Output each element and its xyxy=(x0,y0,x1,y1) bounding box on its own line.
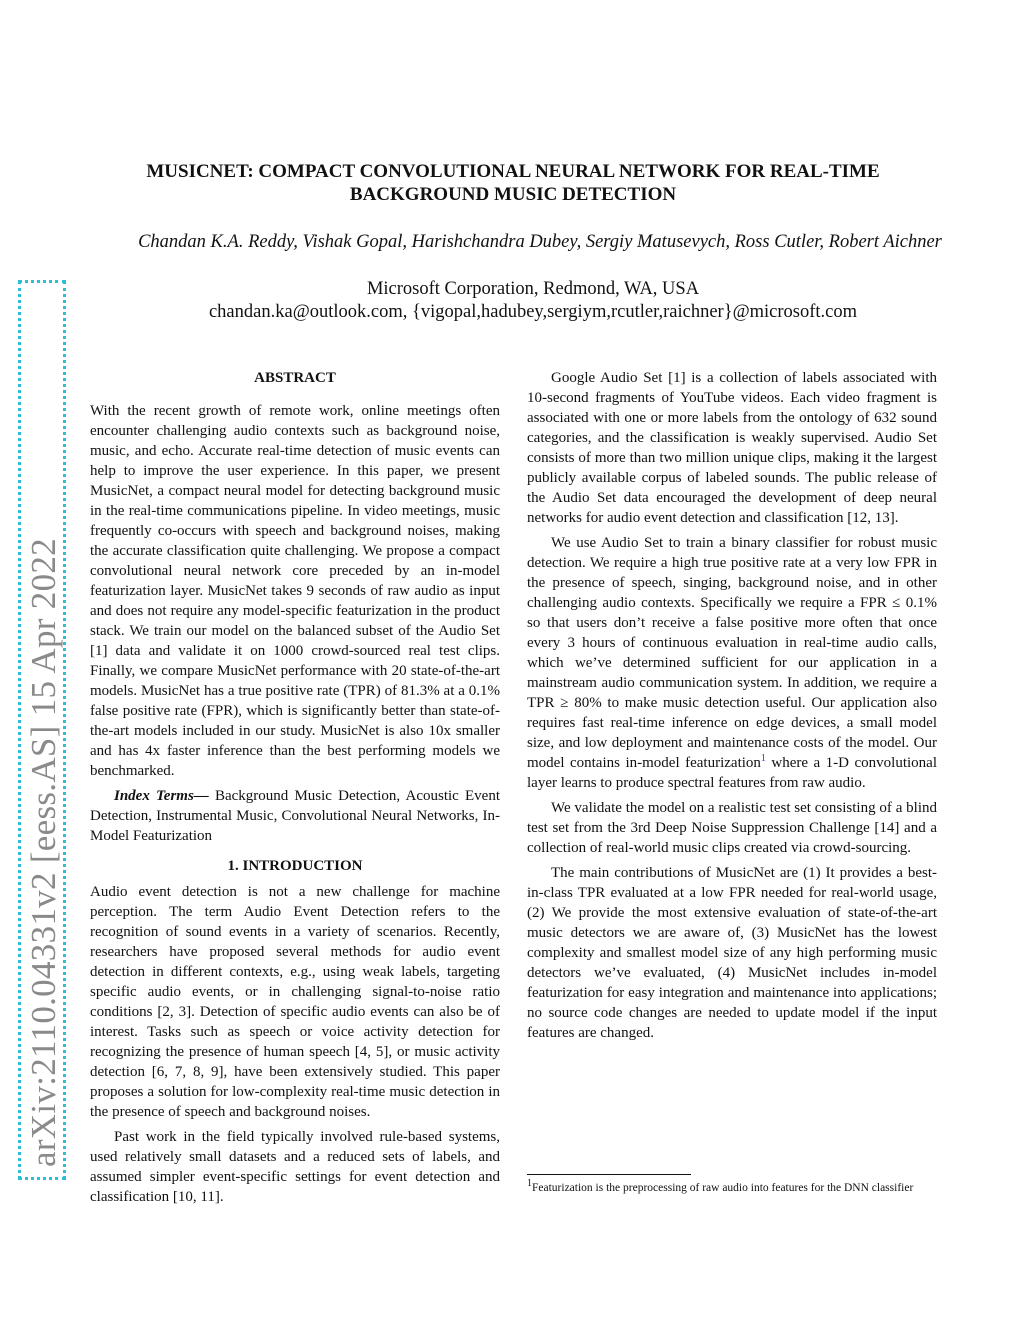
index-terms-label: Index Terms— xyxy=(114,788,209,804)
intro-paragraph-4 xyxy=(527,533,937,793)
abstract-text: With the recent growth of remote work, online meetings often encounter challenging audio contexts such as background noise, music, and echo. Accurate real-time detection of music events can help to improve the user experience. In this paper, we present MusicNet, a compact neural model for detecting background music in the real-time communications pipeline. In video meetings, music frequently co-occurs with speech and background noises, making the accurate classification quite challenging. We propose a compact convolutional neural network core preceded by an in-model featurization layer. MusicNet takes 9 seconds of raw audio as input and does not require any model-specific featurization in the product stack. We train our model on the balanced subset of the Audio Set [1] data and validate it on 1000 crowd-sourced real test clips. Finally, we compare MusicNet performance with 20 state-of-the-art models. MusicNet has a true positive rate (TPR) of 81.3% at a 0.1% false positive rate (FPR), which is significantly better than state-of-the-art models included in our study. MusicNet is also 10x smaller and has 4x faster inference than the best performing models we benchmarked. xyxy=(90,403,500,779)
index-terms-text: Background Music Detection, Acoustic Event Detection, Instrumental Music, Convolutional Neural Networks, In-Model Featurization xyxy=(90,788,500,844)
intro-paragraph-4-text-a: We use Audio Set to train a binary classifier for robust music detection. We require a high true positive rate at a very low FPR in the presence of speech, singing, background noise, and in other challenging audio contexts. Specifically we require a FPR ≤ 0.1% so that users don’t receive a false positive more often that once every 3 hours of continuous evaluation in real-time audio calls, which we’ve determined sufficient for our application in a mainstream audio communication system. In addition, we require a TPR ≥ 80% to make music detection useful. Our application also requires fast real-time inference on edge devices, a small model size, and low deployment and maintenance costs of the model. Our model contains in-model featurization xyxy=(527,535,937,771)
footnote-mark: 1 xyxy=(527,1178,532,1190)
intro-paragraph-2: Past work in the field typically involved rule-based systems, used relatively small datasets and a reduced sets of labels, and assumed simpler event-specific settings for event detection and classification [10, 11]. xyxy=(90,1129,500,1205)
index-terms xyxy=(90,786,500,846)
intro-paragraph-3: Google Audio Set [1] is a collection of labels associated with 10-second fragments of YouTube videos. Each video fragment is associated with one or more labels from the ontology of 632 sound categories, and the classification is weakly supervised. Audio Set consists of more than two million unique clips, making it the largest publicly available corpus of labeled sounds. The public release of the Audio Set data encouraged the development of deep neural networks for audio event detection and classification [12, 13]. xyxy=(527,370,937,526)
affiliation-block xyxy=(110,278,956,324)
abstract-heading: ABSTRACT xyxy=(254,370,336,386)
author-list: Chandan K.A. Reddy, Vishak Gopal, Harishchandra Dubey, Sergiy Matusevych, Ross Cutler, Robert Aichner xyxy=(138,232,942,252)
author-emails: chandan.ka@outlook.com, {vigopal,hadubey,sergiym,rcutler,raichner}@microsoft.com xyxy=(208,302,858,322)
arxiv-identifier: arXiv:2110.04331v2 [eess.AS] 15 Apr 2022 xyxy=(18,280,66,1180)
footnote xyxy=(527,1180,937,1196)
intro-paragraph-4-text-b: where a 1-D convolutional layer learns to produce spectral features from raw audio. xyxy=(527,755,937,791)
introduction-heading: 1. INTRODUCTION xyxy=(227,858,363,874)
footnote-text: Featurization is the preprocessing of raw audio into features for the DNN classifier xyxy=(532,1182,914,1194)
intro-paragraph-1: Audio event detection is not a new challenge for machine perception. The term Audio Event Detection refers to the recognition of sound events in a variety of scenarios. Recently, researchers have proposed several methods for audio event detection in different contexts, e.g., using weak labels, targeting specific audio events, or in challenging signal-to-noise ratio conditions [2, 3]. Detection of specific audio events can also be of interest. Tasks such as speech or voice activity detection for recognizing the presence of human speech [4, 5], or music activity detection [6, 7, 8, 9], have been extensively studied. This paper proposes a solution for low-complexity real-time music detection in the presence of speech and background noises. xyxy=(90,884,500,1120)
footnote-reference[interactable]: 1 xyxy=(760,753,766,764)
intro-paragraph-5: We validate the model on a realistic test set consisting of a blind test set from the 3rd Deep Noise Suppression Challenge [14] and a collection of real-world music clips created via crowd-sourcing. xyxy=(527,800,937,856)
right-column xyxy=(527,368,937,1048)
left-column xyxy=(90,368,500,1212)
affiliation: Microsoft Corporation, Redmond, WA, USA xyxy=(366,279,700,299)
paper-title: MUSICNET: COMPACT CONVOLUTIONAL NEURAL NETWORK FOR REAL-TIME BACKGROUND MUSIC DETECTION xyxy=(146,161,880,205)
footnote-divider xyxy=(527,1174,691,1175)
intro-paragraph-6: The main contributions of MusicNet are (1) It provides a best-in-class TPR evaluated at a low FPR needed for real-world usage, (2) We provide the most extensive evaluation of state-of-the-art music detectors we are aware of, (3) MusicNet has the lowest complexity and smallest model size of any high performing music detectors we’ve evaluated, (4) MusicNet includes in-model featurization for easy integration and maintenance into applications; no source code changes are needed to update model if the input features are changed. xyxy=(527,865,937,1041)
